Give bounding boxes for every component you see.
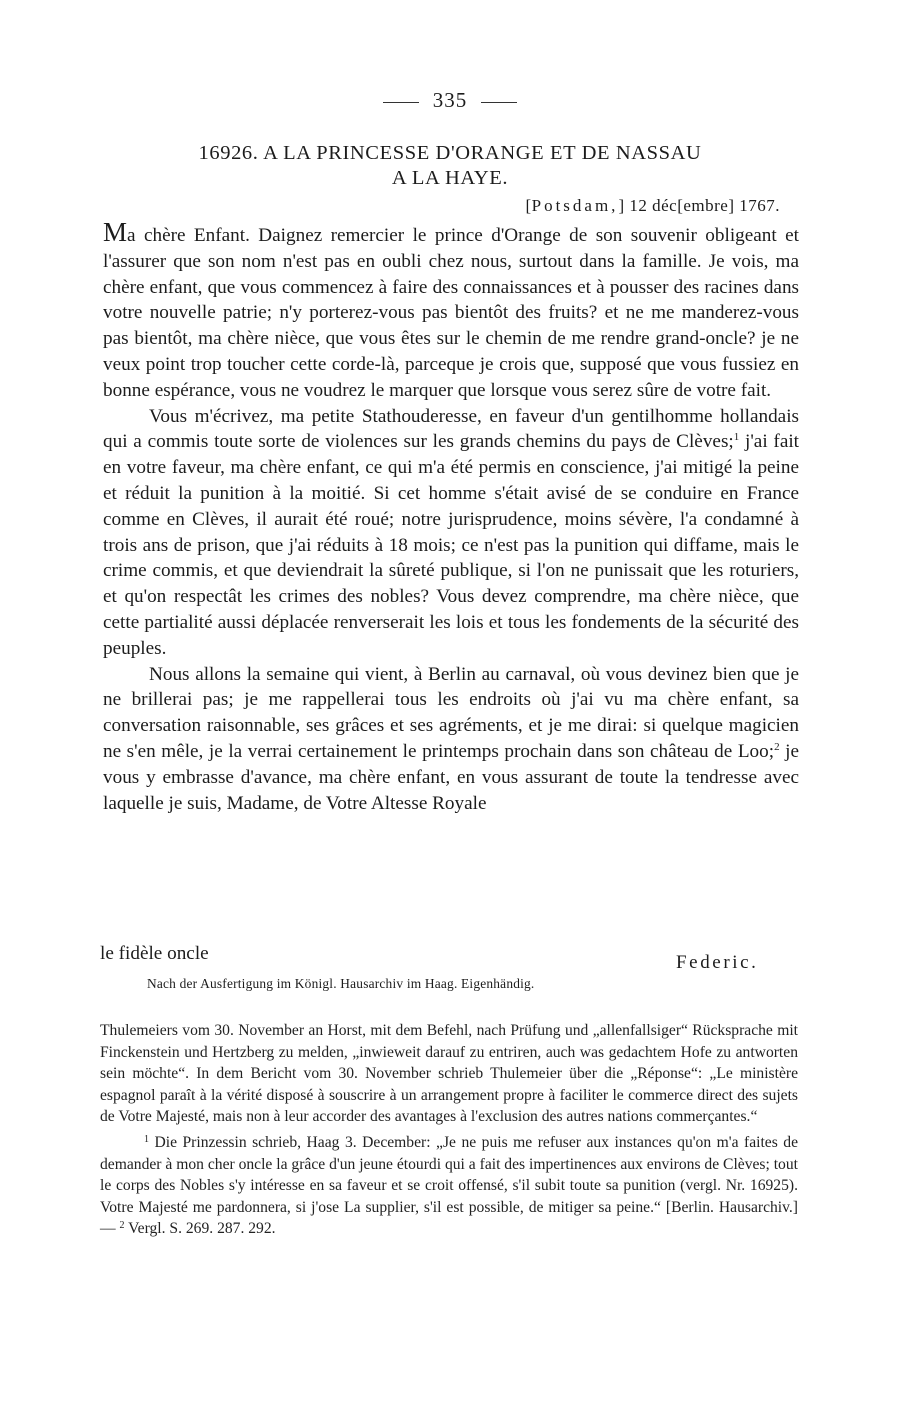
heading-line-1: 16926. A LA PRINCESSE D'ORANGE ET DE NASSAU: [198, 142, 702, 164]
paragraph-3-text-a: Nous allons la semaine qui vient, à Berlin au carnaval, où vous devinez bien que je ne brillerai pas; je me rappellerai tous les endroits où j'ai vu ma chère enfant, sa conversation raisonnable, ses grâces et ses agréments, et je me dirai: si quelque magicien ne s'en mêle, je la verrai certainement le printemps prochain dans son château de Loo;: [103, 663, 799, 762]
paragraph-2: [103, 404, 799, 662]
page-number: 335: [432, 88, 468, 112]
letter-heading: [100, 141, 800, 191]
letter-body: [103, 219, 799, 816]
paragraph-2-text-a: Vous m'écrivez, ma petite Stathouderesse, en faveur d'un gentilhomme hollandais qui a commis toute sorte de violences sur les grands chemins du pays de Clèves;: [103, 405, 799, 453]
paragraph-1: [103, 219, 799, 404]
paragraph-1-text: a chère Enfant. Daignez remercier le prince d'Orange de son souvenir obligeant et l'assurer que son nom n'est pas en oubli chez nous, surtout dans la famille. Je vois, ma chère enfant, que vous commencez à faire des connaissances et à pousser des racines dans votre nouvelle patrie; n'y porterez-vous pas bientôt des fruits? et ne me manderez-vous pas bientôt, ma chère nièce, que vous êtes sur le chemin de me rendre grand-oncle? je ne veux point trop toucher cette corde-là, parceque je crois que, supposé que vous fussiez en bonne espérance, vous ne voudrez le marquer que lorsque vous serez sûre de votre fait.: [103, 225, 799, 401]
left-rule: [383, 102, 419, 103]
heading-line-2: A LA HAYE.: [391, 167, 509, 189]
footnotes: [100, 1020, 798, 1240]
footnote-2-text: Vergl. S. 269. 287. 292.: [124, 1220, 276, 1238]
dateline-place: Potsdam,: [531, 196, 619, 215]
footnote-1-text: Die Prinzessin schrieb, Haag 3. December: „Je ne puis me refuser aux instances qu'on m'a faites de demander à mon cher oncle la grâce d'un jeune étourdi qui a fait des impertinences aux environs de Clèves; tout le corps des Nobles s'y intéresse en sa faveur et se croit offensé, s'il subit toute sa punition (vergl. Nr. 16925). Votre Majesté me pardonnera, si j'ose La supplier, s'il est possible, de mitiger sa peine.“ [Berlin. Hausarchiv.] —: [100, 1133, 798, 1238]
footnote-2-mark: 2: [119, 1220, 125, 1232]
right-rule: [481, 102, 517, 103]
dateline: [Potsdam,] 12 déc[embre] 1767.: [525, 196, 780, 215]
paragraph-3: [103, 662, 799, 817]
source-note: Nach der Ausfertigung im Königl. Hausarchiv im Haag. Eigenhändig.: [147, 976, 535, 991]
footnote-1: [100, 1132, 798, 1240]
footnote-ref-1[interactable]: 1: [733, 431, 740, 444]
closing-line: le fidèle oncle: [100, 943, 209, 964]
paragraph-2-text-b: j'ai fait en votre faveur, ma chère enfant, ce qui m'a été permis en conscience, j'ai mitigé la peine et réduit la punition à la moitié. Si cet homme s'était avisé de se conduire en France comme en Clèves, il aurait été roué; notre jurisprudence, moins sévère, l'a condamné à trois ans de prison, que j'ai réduits à 18 mois; ce n'est pas la punition qui diffame, mais le crime commis, et que deviendrait la sûreté publique, si l'on ne punissait que les roturiers, et qu'on respectât les crimes des nobles? Vous devez comprendre, ma chère nièce, que cette partialité aussi déplacée renverserait les lois et tous les fondements de la sécurité des peuples.: [103, 431, 799, 659]
signature: Federic.: [676, 952, 759, 973]
footnote-1-mark: 1: [144, 1133, 149, 1145]
paragraph-3-text-b: je vous y embrasse d'avance, ma chère enfant, en vous assurant de toute la tendresse avec laquelle je suis, Madame, de Votre Altesse Royale: [103, 740, 799, 814]
page-number-header: [0, 88, 900, 113]
paragraph-initial: M: [103, 217, 128, 247]
dateline-date: 12 déc[embre] 1767.: [629, 196, 780, 215]
footnote-continuation: Thulemeiers vom 30. November an Horst, mit dem Befehl, nach Prüfung und „allenfallsiger“ Rücksprache mit Finckenstein und Hertzberg zu melden, „inwieweit darauf zu entriren, auch was gedachtem Hofe zu antworten sein möchte“. In dem Bericht vom 30. November schrieb Thulemeier über die „Réponse“: „Le ministère espagnol paraît à la vérité disposé à souscrire à un arrangement propre à faciliter le commerce direct des sujets de Votre Majesté, mais non à leur accorder des avantages à l'exclusion des autres nations commerçantes.“: [100, 1022, 798, 1126]
footnote-ref-2[interactable]: 2: [774, 740, 780, 753]
